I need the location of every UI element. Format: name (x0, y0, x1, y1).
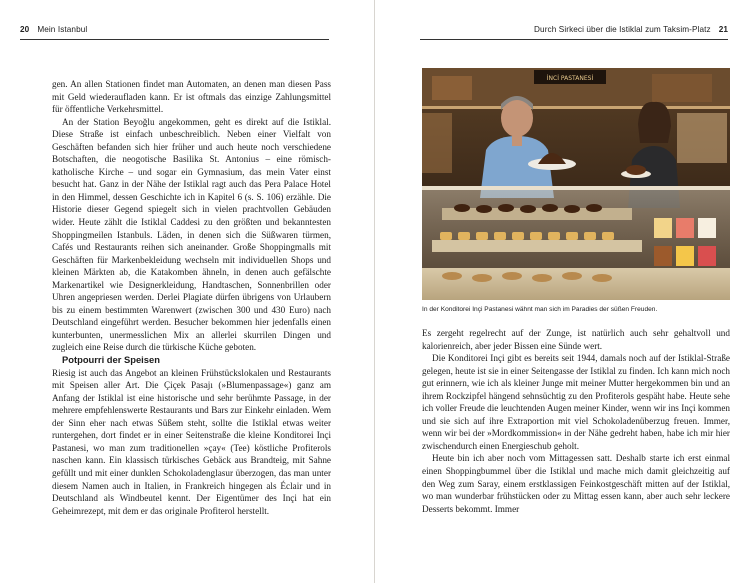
pastry-shop-photo (422, 68, 730, 300)
left-running-head (20, 22, 87, 36)
section-heading: Potpourri der Speisen (62, 354, 160, 366)
left-body-text (52, 78, 331, 517)
paragraph: gen. An allen Stationen findet man Automaten, an denen man diesen Pass mit Geld wiederaufladen kann. Er ist oftmals das einzige Zahlungsmittel für öffentliche Verkehrsmittel. (52, 79, 331, 115)
paragraph: Die Konditorei Inçi gibt es bereits seit 1944, damals noch auf der Istiklal-Straße gelegen, heute ist sie in einer Seitengasse der Istiklal zu finden. Ich kann mich noch gut erinnern, wie ich als kleiner Junge mit meiner Mutter hergekommen bin und an ihrem Rockzipfel hängend sehnsüchtig zu den Profiterols gespäht habe. Heute sehe ich voller Freude die leuchtenden Augen meiner Kinder, wenn wir ins Inçi kommen und sie sich auf ihre Extraportion mit viel Schokoladenüberzug freuen. Immer, wenn wir bei der »Mordkommission« in der Nähe gedreht haben, habe ich mir hier zwischendurch einen Energieschub geholt. (422, 353, 730, 451)
photo-caption: In der Konditorei Inçi Pastanesi wähnt man sich im Paradies der süßen Freuden. (422, 306, 658, 313)
right-page-number: 21 (718, 24, 728, 34)
right-running-title: Durch Sirkeci über die Istiklal zum Taksim-Platz (534, 24, 711, 34)
paragraph: Es zergeht regelrecht auf der Zunge, ist natürlich auch sehr gehaltvoll und kalorienreich, aber jeder Bissen eine Sünde wert. (422, 328, 730, 351)
right-page (375, 0, 750, 583)
left-header-rule (20, 39, 329, 40)
paragraph: An der Station Beyoğlu angekommen, geht es direkt auf die Istiklal. Diese Straße ist einfach unbeschreiblich. Neben einer Vielfalt von Geschäften befanden sich hier früher und auch heute noch verschiedene Botschaften, die neogotische Basilika St. Antonius – eine römisch-katholische Kirche – und sogar ein Gymnasium, das mein Vater einst besucht hat. Ganz in der Nähe der Istiklal ragt auch das Pera Palace Hotel in den Himmel, dessen Geschichte ich in Kapitel 6 (s. S. 106) erzähle. Die Historie dieser Gegend spiegelt sich in vielen prachtvollen Gebäuden wider. Heute zählt die Istiklal Caddesi zu den größten und bekanntesten Shoppingmeilen Istanbuls. Läden, in denen sich die Süßwaren türmen, Cafés und Restaurants reihen sich aneinander. Große Shoppingmalls mit Geschäften für Markenbekleidung wechseln mit individuellen Shops und kleinen Märkten ab, die Katakomben ähneln, in denen auch gefälschte Markenartikel wie Designerkleidung, Handtaschen, Sonnenbrillen oder Uhren angepriesen werden. Derlei Plagiate dürfen übrigens von Urlaubern bis zu einem bestimmten Warenwert (zwischen 300 und 430 Euro) nach Deutschland eingeführt werden. Besucher bekommen hier jedenfalls einen kunterbunten, unermesslichen Mix an allerlei skurrilen Dingen und zugleich eine Reise durch die türkische Küche geboten. (52, 116, 331, 353)
left-page-number: 20 (20, 24, 30, 34)
right-running-head (534, 22, 728, 36)
right-body-text (422, 327, 730, 515)
shop-sign-text: İNCİ PASTANESİ (546, 75, 594, 82)
left-running-title: Mein Istanbul (37, 24, 88, 34)
right-header-rule (420, 39, 728, 40)
paragraph: Riesig ist auch das Angebot an kleinen Frühstückslokalen und Restaurants mit Speisen aller Art. Die Çiçek Pasajı (»Blumenpassage«) ganz am Anfang der Istiklal ist eine historische und sehr berühmte Passage, in der mehrere empfehlenswerte Restaurants und Bars zur Einkehr einladen. Wem der Sinn eher nach etwas Süßem steht, sollte die Istiklal etwas weiter runtergehen, dort findet er in einer Seitenstraße die kleine Konditorei Inçi Pastanesi, wo man zum traditionellen »çay« (Tee) köstliche Profiterols naschen kann. Ein klassisch türkisches Gebäck aus Brandteig, mit Sahne gefüllt und mit einer dunklen Schokoladenglasur überzogen, das man unter diesem Namen auch in Italien, in Frankreich hingegen als Éclair und in Deutschland als Windbeutel kennt. Der Eigentümer des Inçi hat ein Geheimrezept, mit dem er das originale Profiterol herstellt. (52, 367, 331, 516)
paragraph: Heute bin ich aber noch vom Mittagessen satt. Deshalb starte ich erst einmal einen Shoppingbummel über die Istiklal und mache mich damit gleichzeitig auf den Weg zum Saray, einem erstklassigen Feinkostgeschäft mitten auf der Istiklal, wo man wunderbar frühstücken oder zu Mittag essen kann, aber auch sehr leckere Desserts bekommt. Immer (422, 453, 730, 514)
